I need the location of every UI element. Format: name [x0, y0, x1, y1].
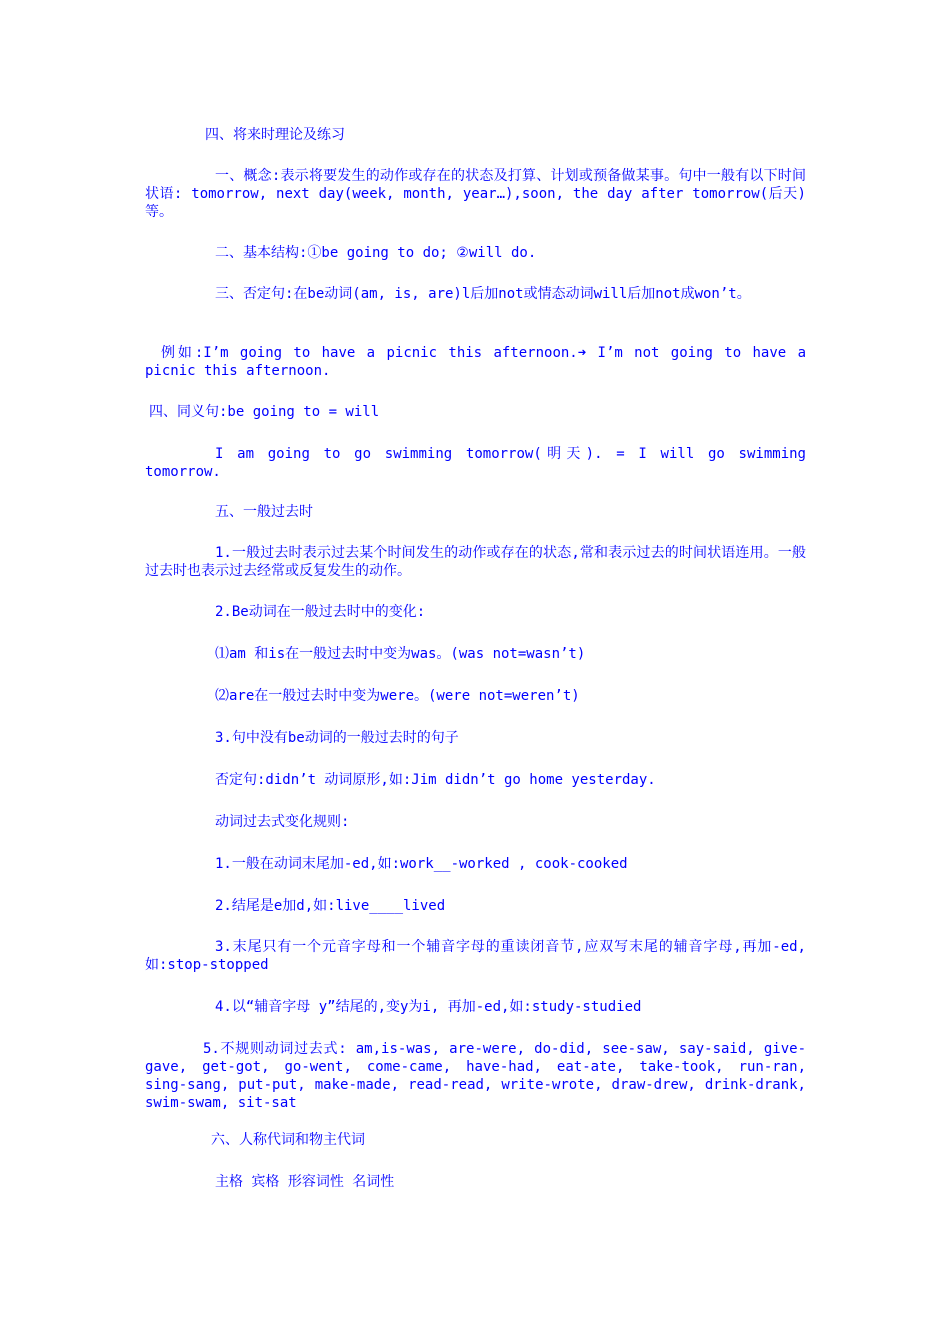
synonym-sentence-line: 四、同义句:be going to = will	[149, 404, 380, 420]
rule-1-line: 1.一般在动词末尾加-ed,如:work__-worked , cook-cooked	[215, 856, 628, 872]
past-tense-definition-paragraph: 1.一般过去时表示过去某个时间发生的动作或存在的状态,常和表示过去的时间状语连用。一般过去时也表示过去经常或反复发生的动作。	[145, 545, 806, 579]
example-paragraph: 例如:I’m going to have a picnic this afternoon.➜ I’m not going to have a picnic this afternoon.	[145, 345, 806, 379]
no-be-verb-line: 3.句中没有be动词的一般过去时的句子	[215, 730, 459, 746]
negative-didnt-line: 否定句:didn’t 动词原形,如:Jim didn’t go home yesterday.	[215, 772, 656, 788]
pronoun-case-headers: 主格 宾格 形容词性 名词性	[215, 1174, 395, 1190]
basic-structure-line: 二、基本结构:①be going to do; ②will do.	[215, 245, 537, 261]
rule-4-line: 4.以“辅音字母 y”结尾的,变y为i, 再加-ed,如:study-studied	[215, 999, 642, 1015]
are-were-line: ⑵are在一般过去时中变为were。(were not=weren’t)	[215, 688, 580, 704]
concept-paragraph: 一、概念:表示将要发生的动作或存在的状态及打算、计划或预备做某事。句中一般有以下时间状语: tomorrow, next day(week, month, year…),soon, the day after tomorrow(后天)等。	[145, 168, 806, 220]
section-heading-pronouns: 六、人称代词和物主代词	[211, 1132, 365, 1148]
am-is-was-line: ⑴am 和is在一般过去时中变为was。(was not=wasn’t)	[215, 646, 586, 662]
synonym-example-paragraph: I am going to go swimming tomorrow(明天). = I will go swimming tomorrow.	[145, 446, 806, 480]
be-verb-change-line: 2.Be动词在一般过去时中的变化:	[215, 604, 426, 620]
section-heading-past-tense: 五、一般过去时	[215, 504, 313, 520]
rule-2-line: 2.结尾是e加d,如:live____lived	[215, 898, 446, 914]
past-form-rules-heading: 动词过去式变化规则:	[215, 814, 350, 830]
rule-3-paragraph: 3.末尾只有一个元音字母和一个辅音字母的重读闭音节,应双写末尾的辅音字母,再加-ed,如:stop-stopped	[145, 939, 806, 973]
irregular-verbs-paragraph: 5.不规则动词过去式: am,is-was, are-were, do-did, see-saw, say-said, give-gave, get-got, go-went, come-came, have-had, eat-ate, take-took, run-ran, sing-sang, put-put, make-made, read-read, write-wrote, draw-drew, drink-drank, swim-swam, sit-sat	[145, 1041, 806, 1111]
section-heading-future-tense: 四、将来时理论及练习	[205, 127, 345, 143]
negative-sentence-paragraph: 三、否定句:在be动词(am, is, are)l后加not或情态动词will后加not成won’t。	[215, 286, 751, 302]
